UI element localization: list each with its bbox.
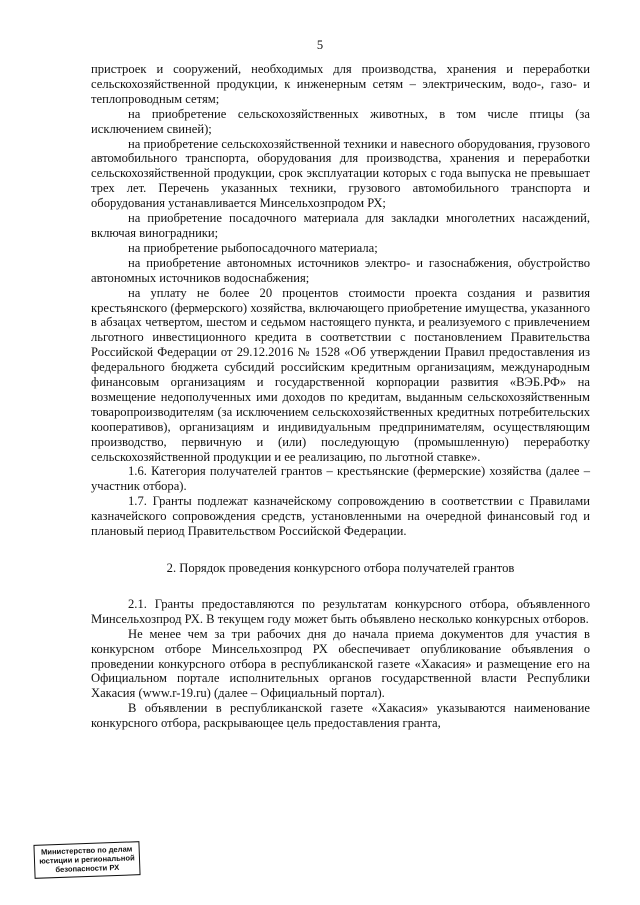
section-heading: 2. Порядок проведения конкурсного отбора получателей грантов [166, 561, 515, 575]
paragraph-machinery: на приобретение сельскохозяйственной техники и навесного оборудования, грузового автомобильного транспорта, оборудования для производства, хранения и переработки сельскохозяйственной продукции, срок эксплуатации которых с года выпуска не превышает трех лет. Перечень указанных техники, грузового автомобильного транспорта и оборудования устанавливается Минсельхозпродом РХ; [91, 136, 590, 211]
paragraph-announcement-contents: В объявлении в республиканской газете «Хакасия» указываются наименование конкурсного отбора, раскрывающее цель предоставления гранта, [91, 701, 590, 731]
paragraph-2-1: 2.1. Гранты предоставляются по результатам конкурсного отбора, объявленного Минсельхозпрод РХ. В текущем году может быть объявлено несколько конкурсных отборов. [91, 596, 590, 626]
registration-stamp [33, 841, 140, 878]
paragraph-planting-material: на приобретение посадочного материала для закладки многолетних насаждений, включая виноградники; [91, 211, 590, 240]
paragraph-animals: на приобретение сельскохозяйственных животных, в том числе птицы (за исключением свиней); [91, 106, 590, 136]
page-number: 5 [316, 38, 324, 52]
paragraph-fish-material: на приобретение рыбопосадочного материала; [128, 240, 378, 255]
paragraph-1-6: 1.6. Категория получателей грантов – крестьянские (фермерские) хозяйства (далее – участник отбора). [91, 464, 590, 494]
document-body [91, 62, 590, 731]
paragraph-1-7: 1.7. Гранты подлежат казначейскому сопровождению в соответствии с Правилами казначейского сопровождения средств, установленными на очередной финансовый год и плановый период Правительством Российской Федерации. [91, 494, 590, 539]
stamp-line-3: безопасности РХ [55, 863, 120, 875]
paragraph-project-payment: на уплату не более 20 процентов стоимости проекта создания и развития крестьянского (фермерского) хозяйства, включающего приобретение имущества, указанного в абзацах четвертом, шестом и седьмом настоящего пункта, и реализуемого с привлечением льготного инвестиционного кредита в соответствии с постановлением Правительства Российской Федерации от 29.12.2016 № 1528 «Об утверждении Правил предоставления из федерального бюджета субсидий российским кредитным организациям, международным финансовым организациям и государственной корпорации развития «ВЭБ.РФ» на возмещение недополученных ими доходов по кредитам, выданным сельскохозяйственным товаропроизводителям (за исключением сельскохозяйственных кредитных потребительских кооперативов), организациям и индивидуальным предпринимателям, осуществляющим производство, первичную и (или) последующую (промышленную) переработку сельскохозяйственной продукции и ее реализацию, по льготной ставке». [91, 285, 590, 464]
paragraph-continuation: пристроек и сооружений, необходимых для производства, хранения и переработки сельскохозяйственной продукции, к инженерным сетям – электрическим, водо-, газо- и теплопроводным сетям; [91, 62, 590, 106]
paragraph-announcement: Не менее чем за три рабочих дня до начала приема документов для участия в конкурсном отборе Минсельхозпрод РХ обеспечивает опубликование объявления о проведении конкурсного отбора в республиканской газете «Хакасия» и размещение его на Официальном портале исполнительных органов государственной власти Республики Хакасия (www.r-19.ru) (далее – Официальный портал). [91, 626, 590, 701]
stamp-line-2: юстиции и региональной [39, 853, 135, 866]
stamp-line-1: Министерство по делам [40, 844, 133, 857]
paragraph-autonomous-sources: на приобретение автономных источников электро- и газоснабжения, обустройство автономных источников водоснабжения; [91, 255, 590, 285]
